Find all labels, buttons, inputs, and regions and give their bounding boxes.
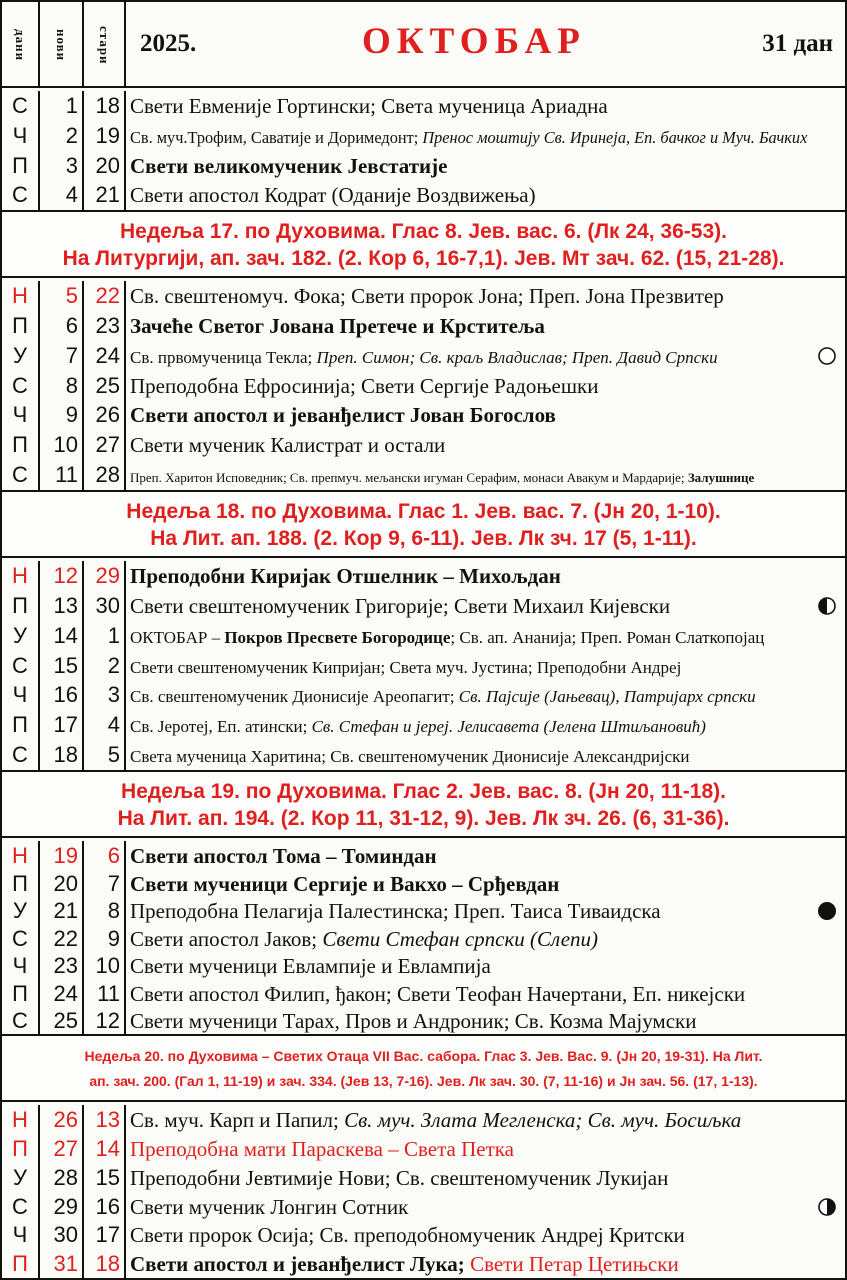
new-style-date-cell: 16 xyxy=(40,680,84,710)
feast-cell xyxy=(130,561,811,591)
feast-cell xyxy=(130,460,811,490)
week-block-5 xyxy=(0,1102,847,1280)
gospel-line: Недеља 20. по Духовима – Светих Отаца VII Вас. сабора. Глас 3. Јев. Вас. 9. (Јн 20, 19-31). На Лит. xyxy=(84,1048,763,1064)
day-row xyxy=(2,841,845,871)
feast-text: Преп. Харитон Исповедник; Св. препмуч. мељански игуман Серафим, монаси Авакум и Мардарије; xyxy=(130,470,688,486)
week-block-2 xyxy=(0,278,847,492)
gospel-line: ап. зач. 200. (Гал 1, 11-19) и зач. 334. (Јев 13, 7-16). Јев. Лк зач. 30. (7, 11-16) и Јн зач. 56. (17, 1-13). xyxy=(89,1073,758,1089)
old-style-date-cell: 25 xyxy=(84,371,126,401)
feast-cell xyxy=(130,1134,811,1164)
feast-text: Преподобни Јевтимије Нови; Св. свештеномученик Лукијан xyxy=(130,1165,669,1190)
weekday-cell: Н xyxy=(2,561,40,591)
day-row xyxy=(2,680,845,710)
weekday-cell: П xyxy=(2,1249,40,1279)
feast-text: Св. првомученица Текла; xyxy=(130,347,317,367)
feast-cell xyxy=(130,180,811,210)
new-style-date-cell: 4 xyxy=(40,180,84,210)
feast-text: Свети мученици Сергије и Вакхо – Срђевдан xyxy=(130,871,560,896)
feast-text: Покров Пресвете Богородице xyxy=(224,627,451,647)
new-style-date-cell: 12 xyxy=(40,561,84,591)
old-style-date-cell: 15 xyxy=(84,1163,126,1193)
old-style-date-cell: 3 xyxy=(84,680,126,710)
new-style-column-label: нови xyxy=(54,28,69,62)
feast-text: Свети свештеномученик Кипријан; Света муч. Јустина; Преподобни Андреј xyxy=(130,657,682,677)
feast-cell xyxy=(130,400,811,430)
feast-text: Свети пророк Осија; Св. преподобномученик Андреј Критски xyxy=(130,1223,685,1248)
feast-cell xyxy=(130,1192,811,1222)
new-style-date-cell: 15 xyxy=(40,651,84,681)
new-style-date-cell: 2 xyxy=(40,121,84,151)
feast-cell xyxy=(130,979,811,1009)
old-style-date-cell: 6 xyxy=(84,841,126,871)
day-row xyxy=(2,1192,845,1222)
feast-text: Свети апостол Кодрат (Оданије Воздвижења) xyxy=(130,183,536,208)
old-style-date-cell: 2 xyxy=(84,651,126,681)
feast-cell xyxy=(130,924,811,954)
gospel-line: На Литургији, ап. зач. 182. (2. Кор 6, 16-7,1). Јев. Мт зач. 62. (15, 21-28). xyxy=(62,247,785,270)
feast-cell xyxy=(130,680,811,710)
new-style-date-cell: 17 xyxy=(40,710,84,740)
weekday-cell: Ч xyxy=(2,400,40,430)
day-row xyxy=(2,460,845,490)
new-style-date-cell: 10 xyxy=(40,430,84,460)
old-style-date-cell: 26 xyxy=(84,400,126,430)
weekday-cell: Н xyxy=(2,841,40,871)
old-style-date-cell: 7 xyxy=(84,869,126,899)
weekday-cell: Н xyxy=(2,281,40,311)
day-row xyxy=(2,180,845,210)
day-row xyxy=(2,281,845,311)
day-row xyxy=(2,1105,845,1135)
week-block-1 xyxy=(0,88,847,212)
feast-text: Св. Пајсије (Јањевац), Патријарх српски xyxy=(458,687,756,707)
weekday-cell: П xyxy=(2,869,40,899)
old-style-date-cell: 21 xyxy=(84,180,126,210)
weekday-column-label: дани xyxy=(13,28,28,62)
feast-cell xyxy=(130,371,811,401)
weekday-cell: П xyxy=(2,591,40,621)
feast-text: Залушнице xyxy=(687,470,755,486)
weekday-column-header xyxy=(2,2,40,88)
day-row xyxy=(2,151,845,181)
day-row xyxy=(2,341,845,371)
last-quarter-moon-icon xyxy=(817,1197,837,1217)
old-style-date-cell: 18 xyxy=(84,1249,126,1279)
feast-cell xyxy=(130,1163,811,1193)
old-style-date-cell: 4 xyxy=(84,710,126,740)
feast-cell xyxy=(130,1249,811,1279)
year-label: 2025. xyxy=(140,30,197,57)
day-row xyxy=(2,1249,845,1279)
day-row xyxy=(2,740,845,770)
old-style-column-label: стари xyxy=(97,25,112,65)
day-row xyxy=(2,1220,845,1250)
feast-text: Свети Евмениje Гортински; Света мученица Ариадна xyxy=(130,94,608,118)
old-style-date-cell: 19 xyxy=(84,121,126,151)
old-style-date-cell: 29 xyxy=(84,561,126,591)
old-style-date-cell: 8 xyxy=(84,896,126,926)
feast-cell xyxy=(130,591,811,621)
old-style-date-cell: 13 xyxy=(84,1105,126,1135)
day-row xyxy=(2,400,845,430)
weekday-cell: С xyxy=(2,180,40,210)
feast-cell xyxy=(130,341,811,371)
old-style-date-cell: 20 xyxy=(84,151,126,181)
weekday-cell: У xyxy=(2,1163,40,1193)
old-style-date-cell: 1 xyxy=(84,621,126,651)
feast-cell xyxy=(130,1105,811,1135)
day-row xyxy=(2,121,845,151)
new-style-date-cell: 24 xyxy=(40,979,84,1009)
weekday-cell: С xyxy=(2,651,40,681)
old-style-date-cell: 22 xyxy=(84,281,126,311)
feast-cell xyxy=(130,430,811,460)
feast-text: Зачеће Светог Јована Претече и Крститеља xyxy=(130,313,545,338)
gospel-line: На Лит. ап. 194. (2. Кор 11, 31-12, 9). Јев. Лк зч. 26. (6, 31-36). xyxy=(117,807,730,830)
day-row xyxy=(2,91,845,121)
feast-cell xyxy=(130,121,811,151)
feast-text: Св. муч.Трофим, Саватије и Доримедонт; xyxy=(130,127,423,147)
day-row xyxy=(2,1163,845,1193)
day-row xyxy=(2,979,845,1009)
new-style-date-cell: 8 xyxy=(40,371,84,401)
new-style-date-cell: 19 xyxy=(40,841,84,871)
feast-cell xyxy=(130,91,811,121)
new-style-date-cell: 21 xyxy=(40,896,84,926)
weekday-cell: С xyxy=(2,371,40,401)
weekday-cell: П xyxy=(2,430,40,460)
weekday-cell: Ч xyxy=(2,121,40,151)
feast-cell xyxy=(130,651,811,681)
old-style-date-cell: 16 xyxy=(84,1192,126,1222)
weekday-cell: Ч xyxy=(2,680,40,710)
weekday-cell: У xyxy=(2,341,40,371)
old-style-date-cell: 28 xyxy=(84,460,126,490)
new-style-column-header xyxy=(40,2,84,88)
day-row xyxy=(2,951,845,981)
weekday-cell: У xyxy=(2,896,40,926)
old-style-column-header xyxy=(84,2,126,88)
gospel-line: Недеља 18. по Духовима. Глас 1. Јев. вас. 7. (Јн 20, 1-10). xyxy=(126,500,721,523)
feast-cell xyxy=(130,151,811,181)
feast-text: Свети Стефан српски (Слепи) xyxy=(322,926,599,951)
new-style-date-cell: 25 xyxy=(40,1006,84,1036)
feast-cell xyxy=(130,710,811,740)
day-row xyxy=(2,621,845,651)
feast-cell xyxy=(130,740,811,770)
month-title: ОКТОБАР xyxy=(362,21,586,62)
gospel-line: На Лит. ап. 188. (2. Кор 9, 6-11). Јев. Лк зч. 17 (5, 1-11). xyxy=(150,527,697,550)
day-count: 31 дан xyxy=(762,30,833,57)
feast-text: Свети мученик Калистрат и остали xyxy=(130,433,446,458)
new-style-date-cell: 3 xyxy=(40,151,84,181)
feast-text: Св. свештеномуч. Фока; Свети пророк Јона; Преп. Јона Презвитер xyxy=(130,284,724,308)
day-row xyxy=(2,561,845,591)
feast-text: Преподобна Ефросинија; Свети Сергије Радоњешки xyxy=(130,373,599,398)
feast-text: Пренос моштију Св. Иринеја, Еп. бачког и Муч. Бачких xyxy=(422,127,808,147)
old-style-date-cell: 17 xyxy=(84,1220,126,1250)
weekday-cell: П xyxy=(2,1134,40,1164)
feast-text: Преп. Симон; Св. краљ Владислав; Преп. Давид Српски xyxy=(316,347,718,367)
feast-text: Св. Јеротеј, Еп. атински; xyxy=(130,717,312,737)
new-style-date-cell: 27 xyxy=(40,1134,84,1164)
new-style-date-cell: 29 xyxy=(40,1192,84,1222)
old-style-date-cell: 24 xyxy=(84,341,126,371)
feast-text: Преподобна мати Параскева – Света Петка xyxy=(130,1136,514,1161)
old-style-date-cell: 11 xyxy=(84,979,126,1009)
feast-text: Св. муч. Карп и Папил; xyxy=(130,1108,345,1132)
new-style-date-cell: 13 xyxy=(40,591,84,621)
weekday-cell: С xyxy=(2,91,40,121)
feast-text: Свети Петар Цетињски xyxy=(470,1252,679,1277)
gospel-reading-4 xyxy=(0,1036,847,1102)
day-row xyxy=(2,651,845,681)
weekday-cell: У xyxy=(2,621,40,651)
feast-text: ; Св. ап. Ананија; Преп. Роман Слаткопојац xyxy=(450,627,765,647)
new-style-date-cell: 30 xyxy=(40,1220,84,1250)
feast-text: Свети мученици Тарах, Пров и Андроник; Св. Козма Мајумски xyxy=(130,1009,697,1034)
old-style-date-cell: 30 xyxy=(84,591,126,621)
old-style-date-cell: 14 xyxy=(84,1134,126,1164)
full-moon-icon xyxy=(817,901,837,921)
feast-text: Свети апостол Тома – Томиндан xyxy=(130,844,437,868)
day-row xyxy=(2,430,845,460)
new-style-date-cell: 20 xyxy=(40,869,84,899)
day-row xyxy=(2,371,845,401)
gospel-reading-3 xyxy=(0,772,847,838)
new-style-date-cell: 5 xyxy=(40,281,84,311)
weekday-cell: П xyxy=(2,710,40,740)
day-row xyxy=(2,311,845,341)
weekday-cell: П xyxy=(2,979,40,1009)
first-quarter-moon-icon xyxy=(817,596,837,616)
weekday-cell: С xyxy=(2,460,40,490)
day-row xyxy=(2,1006,845,1036)
weekday-cell: С xyxy=(2,1006,40,1036)
feast-text: Св. Стефан и јереј. Јелисавета (Јелена Штиљановић) xyxy=(311,717,706,737)
new-style-date-cell: 14 xyxy=(40,621,84,651)
gospel-reading-2 xyxy=(0,492,847,558)
old-style-date-cell: 10 xyxy=(84,951,126,981)
weekday-cell: П xyxy=(2,151,40,181)
feast-cell xyxy=(130,621,811,651)
old-style-date-cell: 27 xyxy=(84,430,126,460)
day-row xyxy=(2,591,845,621)
new-style-date-cell: 31 xyxy=(40,1249,84,1279)
weekday-cell: С xyxy=(2,924,40,954)
new-style-date-cell: 23 xyxy=(40,951,84,981)
feast-cell xyxy=(130,1006,811,1036)
week-block-3 xyxy=(0,558,847,772)
new-style-date-cell: 7 xyxy=(40,341,84,371)
day-row xyxy=(2,710,845,740)
old-style-date-cell: 5 xyxy=(84,740,126,770)
feast-text: Света мученица Харитина; Св. свештеномученик Дионисије Александријски xyxy=(130,747,690,767)
feast-text: Свети апостол и јеванђелист Јован Богослов xyxy=(130,403,556,428)
gospel-line: Недеља 19. по Духовима. Глас 2. Јев. вас. 8. (Јн 20, 11-18). xyxy=(121,780,726,803)
new-style-date-cell: 28 xyxy=(40,1163,84,1193)
new-style-date-cell: 26 xyxy=(40,1105,84,1135)
feast-cell xyxy=(130,311,811,341)
feast-cell xyxy=(130,951,811,981)
new-style-date-cell: 11 xyxy=(40,460,84,490)
weekday-cell: П xyxy=(2,311,40,341)
new-style-date-cell: 22 xyxy=(40,924,84,954)
gospel-line: Недеља 17. по Духовима. Глас 8. Јев. вас. 6. (Лк 24, 36-53). xyxy=(120,220,727,243)
feast-cell xyxy=(130,841,811,871)
old-style-date-cell: 9 xyxy=(84,924,126,954)
feast-text: Преподобни Киријак Отшелник – Михољдан xyxy=(130,564,561,588)
gospel-reading-1 xyxy=(0,212,847,278)
feast-text: Свети апостол Јаков; xyxy=(130,926,323,951)
feast-cell xyxy=(130,869,811,899)
old-style-date-cell: 23 xyxy=(84,311,126,341)
feast-cell xyxy=(130,281,811,311)
new-style-date-cell: 1 xyxy=(40,91,84,121)
feast-text: Свети апостол и јеванђелист Лука; xyxy=(130,1252,471,1277)
feast-text: Свети свештеномученик Григорије; Свети Михаил Кијевски xyxy=(130,593,671,618)
weekday-cell: Ч xyxy=(2,1220,40,1250)
old-style-date-cell: 12 xyxy=(84,1006,126,1036)
weekday-cell: С xyxy=(2,1192,40,1222)
new-moon-icon xyxy=(817,346,837,366)
weekday-cell: Ч xyxy=(2,951,40,981)
feast-text: Преподобна Пелагија Палестинска; Преп. Таиса Тиваидска xyxy=(130,899,661,924)
feast-cell xyxy=(130,1220,811,1250)
calendar-header xyxy=(0,0,847,88)
day-row xyxy=(2,896,845,926)
feast-text: Свети апостол Филип, ђакон; Свети Теофан Начертани, Еп. никејски xyxy=(130,981,746,1006)
new-style-date-cell: 6 xyxy=(40,311,84,341)
day-row xyxy=(2,924,845,954)
feast-text: Св. свештеномученик Дионисије Ареопагит; xyxy=(130,687,459,707)
day-row xyxy=(2,1134,845,1164)
week-block-4 xyxy=(0,838,847,1036)
weekday-cell: Н xyxy=(2,1105,40,1135)
new-style-date-cell: 9 xyxy=(40,400,84,430)
old-style-date-cell: 18 xyxy=(84,91,126,121)
feast-cell xyxy=(130,896,811,926)
weekday-cell: С xyxy=(2,740,40,770)
feast-text: Свети великомученик Јевстатије xyxy=(130,153,448,178)
feast-text: Свети мученик Лонгин Сотник xyxy=(130,1194,409,1219)
feast-text: Св. муч. Злата Мегленска; Св. муч. Босиљка xyxy=(344,1108,742,1132)
day-row xyxy=(2,869,845,899)
feast-text: ОКТОБАР – xyxy=(130,627,225,647)
new-style-date-cell: 18 xyxy=(40,740,84,770)
feast-text: Свети мученици Евлампије и Евлампија xyxy=(130,954,491,979)
